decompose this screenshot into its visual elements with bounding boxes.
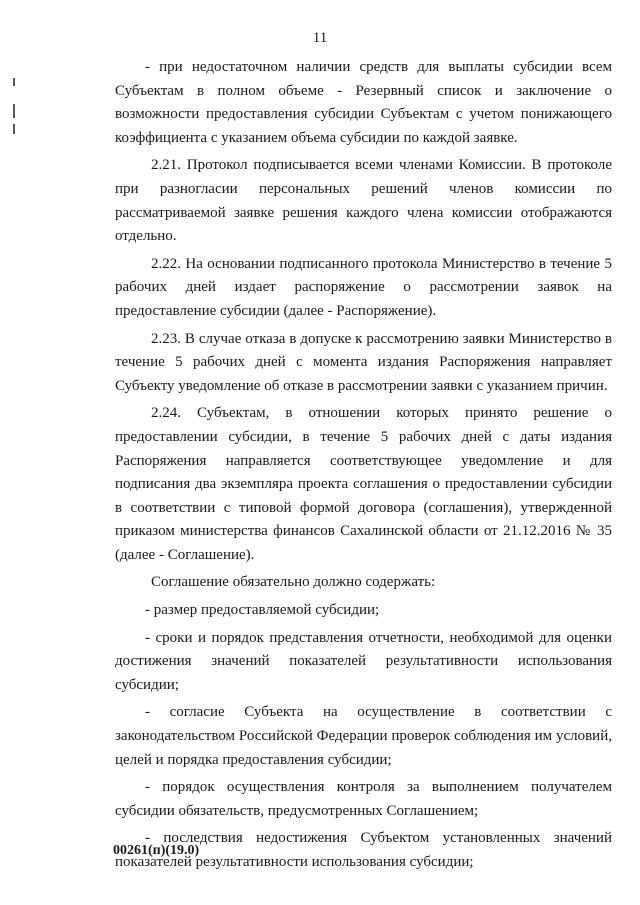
footer-code: 00261(п)(19.0)	[113, 843, 200, 858]
page-number: 11	[312, 30, 328, 46]
paragraph-2-24: 2.24. Субъектам, в отношении которых принято решение о предоставлении субсидии, в течение 5 рабочих дней с даты издания Распоряжения направляется соответствующее уведомление и для подписания два экземпляра проекта соглашения о предоставлении субсидии в соответствии с типовой формой договора (соглашения), утвержденной приказом министерства финансов Сахалинской области от 21.12.2016 № 35 (далее - Соглашение).	[115, 405, 612, 563]
paragraph-agreement-contents: Соглашение обязательно должно содержать:	[151, 574, 436, 591]
list-item-control-procedure: - порядок осуществления контроля за выполнением получателем субсидии обязательств, предусмотренных Соглашением;	[115, 779, 612, 819]
margin-mark-2	[13, 104, 15, 118]
margin-mark-1	[13, 78, 15, 86]
list-item-subsidy-amount: - размер предоставляемой субсидии;	[145, 602, 380, 619]
margin-mark-3	[13, 124, 15, 134]
list-item-inspection-consent: - согласие Субъекта на осуществление в соответствии с законодательством Российской Федерации проверок соблюдения им условий, целей и порядка предоставления субсидии;	[115, 704, 612, 768]
list-item-reporting-terms: - сроки и порядок представления отчетности, необходимой для оценки достижения значений показателей результативности использования субсидии;	[115, 629, 612, 693]
document-body	[115, 56, 612, 879]
paragraph-reserve-list: - при недостаточном наличии средств для выплаты субсидии всем Субъектам в полном объеме - Резервный список и заключение о возможности предоставления субсидии Субъектам с учетом понижающего коэффициента с указанием объема субсидии по каждой заявке.	[115, 59, 612, 146]
paragraph-2-22: 2.22. На основании подписанного протокола Министерство в течение 5 рабочих дней издает распоряжение о рассмотрении заявок на предоставление субсидии (далее - Распоряжение).	[115, 255, 612, 319]
paragraph-2-23: 2.23. В случае отказа в допуске к рассмотрению заявки Министерство в течение 5 рабочих дней с момента издания Распоряжения направляет Субъекту уведомление об отказе в рассмотрении заявки с указанием причин.	[115, 330, 612, 394]
list-item-consequences: - последствия недостижения Субъектом установленных значений показателей результативности использования субсидии;	[115, 830, 612, 870]
paragraph-2-21: 2.21. Протокол подписывается всеми членами Комиссии. В протоколе при разногласии персональных решений членов комиссии по рассматриваемой заявке решения каждого члена комиссии отображаются отдельно.	[115, 157, 612, 245]
